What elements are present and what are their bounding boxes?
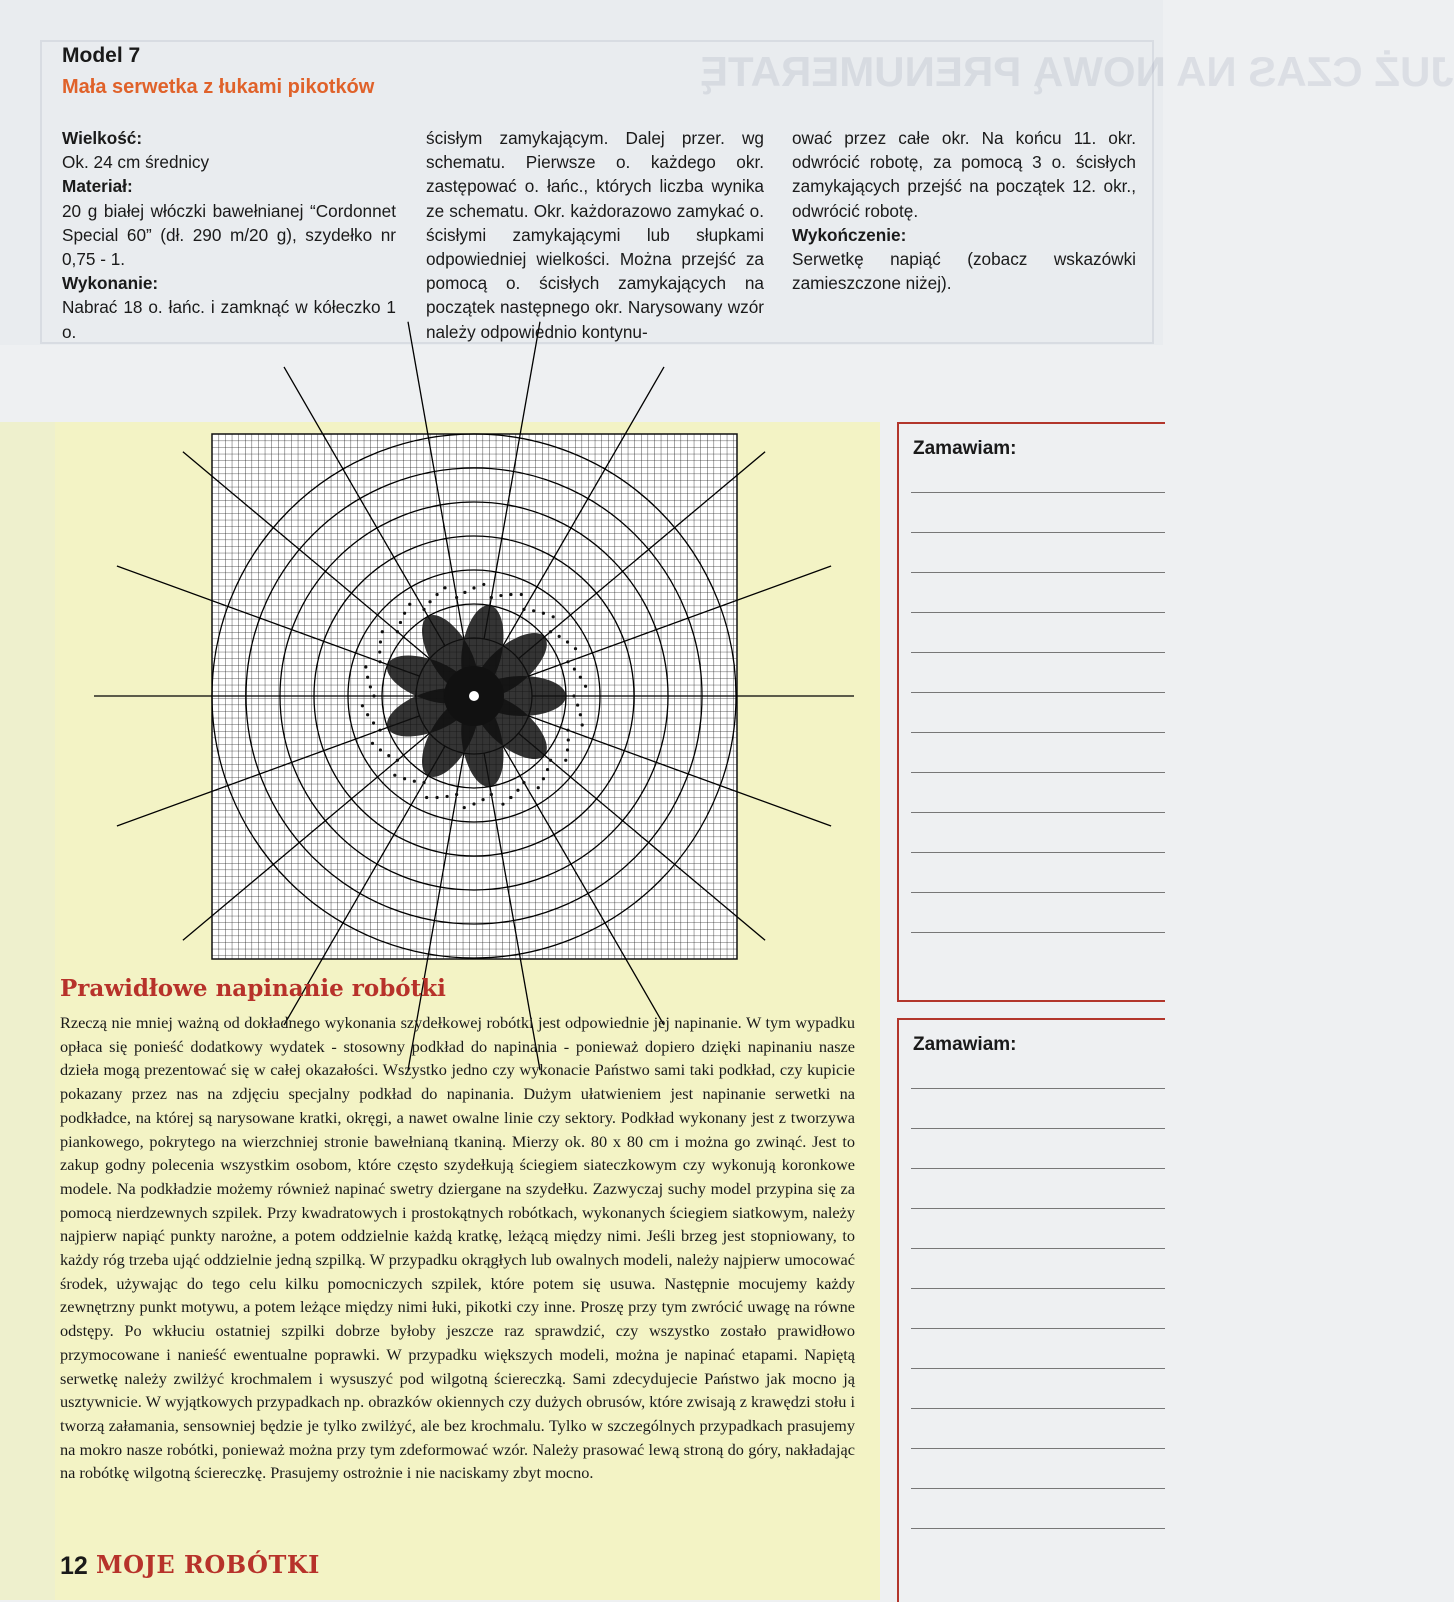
order-line (911, 1168, 1165, 1169)
bleed-through-ghost-text: JUŻ CZAS NA NOWĄ PRENUMERATĘ (700, 48, 1454, 95)
page-number: 12 (60, 1552, 88, 1580)
order-line (911, 692, 1165, 693)
order-line (911, 772, 1165, 773)
size-value: Ok. 24 cm średnicy (62, 152, 210, 173)
finishing-value: Serwetkę napiąć (zobacz wskazówki zamieszczone niżej). (792, 249, 1136, 294)
order-line (911, 1288, 1165, 1289)
model-title: Mała serwetka z łukami pikotków (62, 76, 375, 98)
order-line (911, 932, 1165, 933)
execution-label: Wykonanie: (62, 273, 159, 294)
order-line (911, 1128, 1165, 1129)
order-line (911, 572, 1165, 573)
order-line (911, 852, 1165, 853)
order-box-1 (897, 422, 1165, 1002)
order-line (911, 652, 1165, 653)
article-body: Rzeczą nie mniej ważną od dokładnego wykonania szydełkowej robótki jest odpowiednie jej napinanie. W tym wypadku opłaca się ponieść dodatkowy wydatek - stosowny podkład do napinania - ponieważ dopiero dzięki napinaniu nasze dzieła mogą prezentować się w całej okazałości. Wszystko jedno czy wykonacie Państwo sami taki podkład, czy kupicie pokazany przez nas na zdjęciu specjalny podkład do napinania. Dużym ułatwieniem jest napinanie serwetki na podkładce, na której są narysowane kratki, okręgi, a nawet owalne linie czy sektory. Podkład wykonany jest z tworzywa piankowego, pokrytego na wierzchniej stronie bawełnianą tkaniną. Mierzy ok. 80 x 80 cm i można go zwinąć. Jest to zakup godny polecenia wszystkim osobom, które często szydełkują ściegiem siateczkowym czy wykonują koronkowe modele. Na podkładzie możemy również napinać swetry dziergane na szydełku. Zazwyczaj suchy model przypina się za pomocą nierdzewnych szpilek. Przy kwadratowych i prostokątnych robótkach, wykonanych ściegiem siatkowym, należy najpierw napiąć punkty narożne, a potem oddzielnie każdą kratkę, leżącą między nimi. Jeśli brzeg jest stopniowany, to każdy róg trzeba ująć oddzielnie jedną szpilką. W przypadku okrągłych lub owalnych modeli, należy najpierw umocować środek, używając do tego celu kilku pomocniczych szpilek, które potem się usuwa. Następnie mocujemy każdy zewnętrzny punkt motywu, a potem leżące między nimi łuki, pikotki czy inne. Proszę przy tym zwrócić uwagę na równe odstępy. Po wkłuciu ostatniej szpilki dobrze byłoby jeszcze raz sprawdzić, czy wszystko zostało prawidłowo przymocowane i nanieść ewentualne poprawki. W przypadku większych modeli, można je napinać etapami. Napiętą serwetkę należy zwilżyć krochmalem i wysuszyć pod wilgotną ściereczką. Sami zdecydujecie Państwo jak mocno ją usztywnicie. W wyjątkowych przypadkach np. obrazków okiennych czy dużych obrusów, które zwisają z krawędzi stołu i tworzą załamania, sensowniej będzie je tylko zwilżyć, ale bez krochmalu. Tylko w szczególnych przypadkach prasujemy na mokro nasze robótki, ponieważ można przy tym zdeformować wzór. Należy prasować lewą stroną do góry, nakładając na robótkę wilgotną ściereczkę. Prasujemy ostrożnie i nie naciskamy zbyt mocno. (60, 1013, 855, 1483)
order-line (911, 732, 1165, 733)
order-box-title: Zamawiam: (913, 438, 1017, 459)
specs-column-1 (62, 126, 396, 344)
execution-text-end: ować przez całe okr. Na końcu 11. okr. odwrócić robotę, za pomocą 3 o. ścisłych zamykających przejść na początek 12. okr., odwrócić robotę. (792, 128, 1136, 221)
order-line (911, 1488, 1165, 1489)
execution-text-start: Nabrać 18 o. łańc. i zamknąć w kółeczko 1 o. (62, 297, 396, 342)
order-line (911, 1088, 1165, 1089)
left-margin-strip (0, 422, 55, 1600)
order-line (911, 492, 1165, 493)
crochet-chart-icon (212, 434, 737, 959)
magazine-brand: MOJE ROBÓTKI (96, 1550, 320, 1579)
model-label: Model 7 (62, 44, 141, 67)
order-line (911, 532, 1165, 533)
order-line (911, 892, 1165, 893)
order-box-2 (897, 1018, 1165, 1602)
order-line (911, 1208, 1165, 1209)
order-line (911, 1328, 1165, 1329)
execution-text-middle: ścisłym zamykającym. Dalej przer. wg schematu. Pierwsze o. każdego okr. zastępować o. łańc., których liczba wynika ze schematu. Okr. każdorazowo zamykać o. ścisłymi zamykającymi lub słupkami odpowiedniej wielkości. Można przejść za pomocą o. ścisłych zamykających na początek następnego okr. Narysowany wzór należy odpowiednio kontynu- (426, 128, 764, 342)
order-line (911, 812, 1165, 813)
specs-column-3 (792, 126, 1136, 295)
order-line (911, 1448, 1165, 1449)
order-line (911, 612, 1165, 613)
order-line (911, 1528, 1165, 1529)
order-line (911, 1248, 1165, 1249)
finishing-label: Wykończenie: (792, 224, 907, 245)
order-line (911, 1368, 1165, 1369)
order-box-title: Zamawiam: (913, 1034, 1017, 1055)
article-title: Prawidłowe napinanie robótki (60, 975, 446, 1002)
specs-column-2 (426, 126, 764, 344)
order-line (911, 1408, 1165, 1409)
material-value: 20 g białej włóczki bawełnianej “Cordonnet Special 60” (dł. 290 m/20 g), szydełko nr 0,75 - 1. (62, 200, 396, 270)
material-label: Materiał: (62, 176, 133, 197)
size-label: Wielkość: (62, 128, 143, 148)
